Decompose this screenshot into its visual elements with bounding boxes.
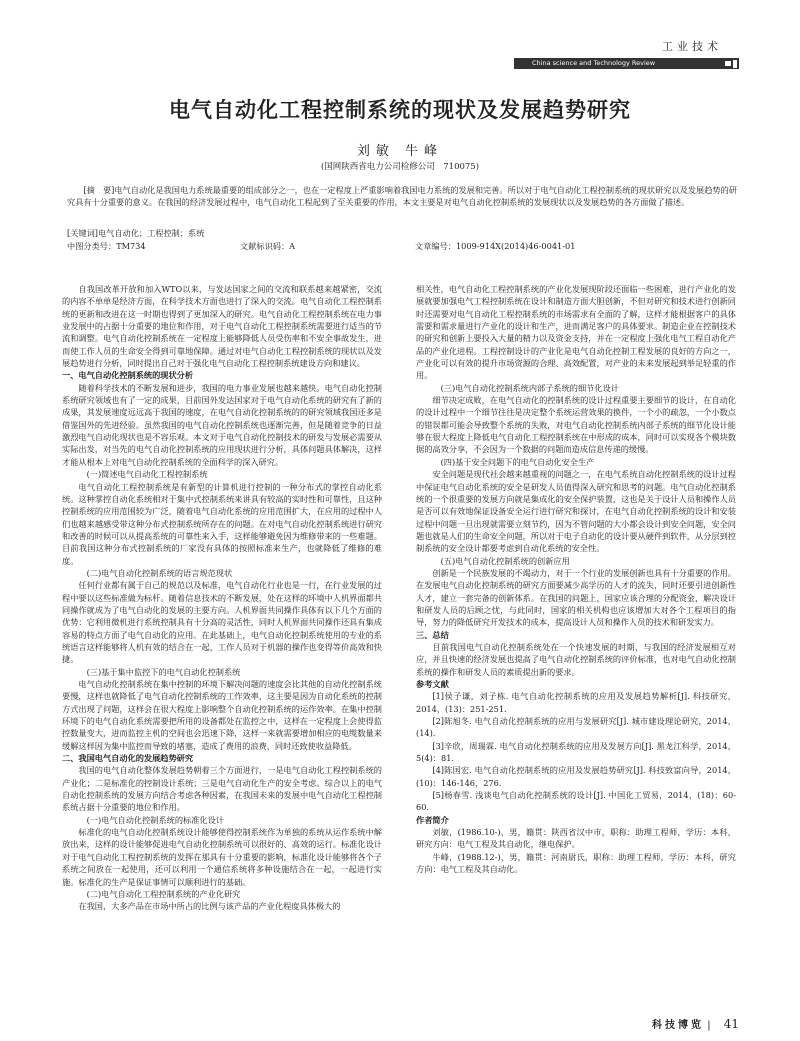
body-paragraph: 我国的电气自动化整体发展趋势朝着三个方面进行，一是电气自动化工程控制系统的产业化；二是标准化的控制设计系统；三是电气自动化生产的安全考虑。综合以上的电气自动化控制系统的发展方向结合考虑各种因素，在我国未来的发展中电气自动化工程控制系统占据十分重要的地位和作用。 xyxy=(62,765,382,813)
body-paragraph: 创新是一个民族发展的不竭动力，对于一个行业的发展创新也具有十分重要的作用。在发展电气自动化控制系统的研究方面要减少高学历的人才的流失，同时还要引进创新性人才，建立一套完备的创新体系。在我国的问题上，国家应该合理的分配资金，解决设计和研发人员的后顾之忧，与此同时，国家的相关机构也应该增加大对各个工程项目的指导，努力的降低研究开发技术的成本，提高设计人员和操作人员的技术和研发实力。 xyxy=(416,567,736,628)
classification-number: 中图分类号：TM734 xyxy=(67,241,146,251)
subsection-heading: (一)电气自动化控制系统的标准化设计 xyxy=(86,814,224,825)
body-paragraph: 相关性，电气自动化工程控制系统的产业化发展现阶段还面临一些困难，进行产业化的发展就要加强电气工程控制系统在设计和制造方面大胆创新，不但对研究和技术进行创新同时还需要对电气自动化工程控制系统的市场需求有全面的了解，这样才能根据客户的具体需要和需求量进行产业化的设计和生产，进而满足客户的具体要求。制造企业在控制技术的研究和创新上要投入大量的精力以及资金支持，并在一定程度上强化电气工程自动化产品的产业化进程。工程控制设计的产业化是电气自动化控制工程发展的良好的方向之一，产业化可以有效的提升市场资源的合理、高效配置，对产业的未来发展起到举足轻重的作用。 xyxy=(416,284,736,381)
author-affiliation: (国网陕西省电力公司检修公司 710075) xyxy=(320,162,480,172)
body-paragraph: 自我国改革开放和加入WTO以来，与发达国家之间的交流和联系越来越紧密，交流的内容不单单是经济方面，在科学技术方面也进行了深入的交流。电气自动化工程控制系统的更新和改进在这一时期也得到了更加深入的研究。电气自动化工程控制系统在电力事业发展中的占据十分重要的地位和作用，对于电气自动化工程控制系统需要进行适当的节流和调整。电气自动化控制系统在一定程度上能够降低人员受伤率和不安全事故发生，进而使工作人员的生命安全得到可靠地保障。通过对电气自动化工程控制系统的现状以及发展趋势进行分析，同时提出自己对于强化电气自动化工程控制系统建设方向和建议。 xyxy=(62,284,382,369)
body-paragraph: 目前我国电气自动化控制系统处在一个快速发展的时期，与我国的经济发展相互对应，并且快速的经济发展也提高了电气自动化控制系统的评价标准，也对电气自动化控制系统的操作和研发人员的素质提出新的要求。 xyxy=(416,641,736,677)
section-heading: 三、总结 xyxy=(416,629,449,640)
reference-item: [2]陈旭冬. 电气自动化控制系统的应用与发展研究[J]. 城市建设理论研究，2014，(14). xyxy=(416,716,736,739)
reference-item: [3]辛欣，周瑞霖. 电气自动化控制系统的应用及发展方向[J]. 黑龙江科学，2014，5(4)：81. xyxy=(416,740,736,764)
page-footer: 科技博览 | 41 xyxy=(652,1017,740,1031)
left-column xyxy=(62,283,382,913)
paper-title: 电气自动化工程控制系统的现状及发展趋势研究 xyxy=(169,97,631,122)
journal-name-en: China science and Technology Review xyxy=(532,59,656,67)
keywords: [关键词]电气自动化；工程控制；系统 xyxy=(67,228,205,238)
section-heading: 二、我国电气自动化的发展趋势研究 xyxy=(62,753,194,764)
author-bio: 刘敏，(1986.10-)，男，籍贯：陕西省汉中市，职称：助理工程师，学历：本科，研究方向：电气工程及其自动化，继电保护。 xyxy=(416,827,736,850)
section-heading: 作者简介 xyxy=(416,814,449,825)
body-paragraph: 电气自动化控制系统在集中控制的环境下解决问题的速度会比其他的自动化控制系统要慢，这样也就降低了电气自动化控制系统的工作效率，这主要是因为自动化系统的控制方式出现了问题，这样会在很大程度上影响整个自动化控制系统的运作效率。在集中控制环境下的电气自动化系统需要把所用的设备都处在监控之中，这样在一定程度上会使得监控数量变大，进而监控主机的空间也会迅速下降，这样一来就需要增加相应的电缆数量来缓解这样因为集中监控而导致的堵塞，造成了费用的浪费，同时还致使收益降低。 xyxy=(62,679,382,751)
reference-item: [5]杨春雪. 浅谈电气自动化控制系统的设计[J]. 中国化工贸易，2014，(18)：60-60. xyxy=(416,790,736,813)
body-paragraph: 电气自动化工程控制系统是有新型的计算机进行控制的一种分布式的掌控自动化系统。这种掌控自动化系统相对于集中式控制系统来讲具有较高的实时性和可靠性，且这种控制系统的应用范围较为广泛，随着电气自动化系统的应用范围扩大，在应用的过程中人们也越来越感受带这种分布式控制系统所存在的问题。在对电气自动化控制系统进行研究和改善的时候可以从提高系统的可靠性来入手，这样能够避免因为维修带来的一些难题。目前我国这种分布式控制系统的厂家没有具体的按照标准来生产，也就降低了维修的难度。 xyxy=(62,481,382,566)
author-bio: 牛峰，(1988.12-)，男，籍贯：河南尉氏，职称：助理工程师，学历：本科，研究方向：电气工程及其自动化。 xyxy=(416,851,736,875)
subsection-heading: (五)电气自动化控制系统的创新应用 xyxy=(440,555,570,566)
document-code: 文献标识码：A xyxy=(240,241,296,251)
subsection-heading: (三)基于集中监控下的电气自动化控制系统 xyxy=(86,666,241,677)
body-paragraph: 细节决定成败，在电气自动化的控制系统的设计过程重要主要细节的设计，在自动化的设计过程中一个细节往往是决定整个系统运营效果的换件，一个小的疏忽，一个小数点的错误都可能会导致整个系统的失败，对电气自动化控制系统内部子系统的细节化设计能够在很大程度上降低电气自动化工程控制系统在中形成的成本，同时可以实现各个模块数据的高效分享，不会因为一个数据的问题而造成信息传递的缓慢。 xyxy=(416,395,736,455)
body-paragraph: 任何行业都有属于自己的规范以及标准，电气自动化行业也是一行，在行业发展的过程中要以这些标准做为标杆。随着信息技术的不断发展，处在这样的环境中人机界面都共同操作就成为了电气自动化的发展的主要方向。人机界面共同操作具体有以下几个方面的优势：它利用微机进行系统控制具有十分高的灵活性，同时人机界面共同操作还具有集成容易的特点方面了电气自动化的应用。在此基础上，电气自动化控制系统使用的专业的系统语言这样能够将人机有效的结合在一起，工作人员对于机器的操作也变得等价高效和快捷。 xyxy=(62,580,382,665)
subsection-heading: (四)基于安全问题下的电气自动化安全生产 xyxy=(440,456,595,467)
page-number: 41 xyxy=(723,1017,740,1031)
reference-item: [1]侯子谦，刘子栋. 电气自动化控制系统的应用及发展趋势解析[J]. 科技研究，2014，(13)：251-251. xyxy=(416,691,736,714)
abstract: [摘 要]电气自动化是我国电力系统最重要的组成部分之一，也在一定程度上严重影响着我国电力系统的发展和完善。所以对于电气自动化工程控制系统的现状研究以及发展趋势的研究具有十分重要的意义。在我国的经济发展过程中，电气自动化工程起到了至关重要的作用，本文主要是对电气自动化控制系统的发展现状以及发展趋势的各方面做了描述。 xyxy=(67,185,737,208)
subsection-heading: (二)电气自动化工程控制系统的产业化研究 xyxy=(86,888,241,899)
body-paragraph: 安全问题是现代社会越来越重视的问题之一，在电气系统自动化控制系统的设计过程中保证电气自动化系统的安全是研发人员值得深入研究和思考的问题。电气自动化控制系统的一个很重要的发展方向就是集成化的安全保护装置，这也是关于设计人员和操作人员是否可以有效地保证设备安全运行进行研究和探讨，在电气自动化控制系统的设计和安装过程中问题一旦出现就需要立刻节约，因为不管问题的大小都会设计到安全问题，安全问题也就是人们的生命安全问题，所以对于电子自动化的设计要从硬件到软件，从分层到控制系统的安全设计都要考虑到自动化系统的安全性。 xyxy=(416,469,736,554)
subsection-heading: (二)电气自动化控制系统的语言规范现状 xyxy=(86,567,233,578)
magazine-name: 科技博览 xyxy=(652,1020,704,1031)
section-heading: 参考文献 xyxy=(416,679,449,689)
header-category: 工业技术 xyxy=(662,40,722,53)
subsection-heading: (一)简述电气自动化工程控制系统 xyxy=(86,469,208,480)
right-column xyxy=(416,283,736,876)
article-number: 文章编号：1009-914X(2014)46-0041-01 xyxy=(415,241,576,251)
body-paragraph: 标准化的电气自动化控制系统设计能够使得控制系统作为单独的系统从运作系统中解放出来，这样的设计能够促进电气自动化控制系统可以很好的、高效的运行。标准化设计对于电气自动化工程控制系统的发挥在那具有十分重要的影响，标准化设计能够将各个子系统之间放在一起使用，还可以利用一个通信系统将多种设施结合在一起，一起进行实施。标准化的生产是保证事情可以顺利进行的基础。 xyxy=(62,827,382,887)
body-paragraph: 在我国，大多产品在市场中所占的比例与该产品的产业化程度具体极大的 xyxy=(78,901,341,912)
reference-item: [4]陈国宏. 电气自动化控制系统的应用及发展趋势研究[J]. 科技致富向导，2014，(10)：146-146，276. xyxy=(416,765,736,788)
body-paragraph: 随着科学技术的不断发展和进步，我国的电力事业发展也越来越快。电气自动化控制系统研究领域也有了一定的成果，目前国外发达国家对于电气自动化系统的研究有了新的成果，其发展速度远远高于我国的速度，在电气自动化控制系统的的研究领域我国还多是借鉴国外的先进经验。虽然我国的电气自动化控制系统也逐渐完善，但是随着竞争的日益激烈电气自动化现状也是不容乐观。本文对于电气自动化控制技术的研发与发展必需要从实际出发，对当先的电气自动化控制系统的应用现状进行分析，具体问题具体解决，这样才能从根本上对电气自动化控制系统的全面科学的深入研究。 xyxy=(62,382,382,467)
subsection-heading: (三)电气自动化控制系统内部子系统的细节化设计 xyxy=(440,382,619,393)
section-heading: 一、电气自动化控制系统的现状分析 xyxy=(62,370,194,381)
journal-logo-icon xyxy=(706,56,742,71)
author-names: 刘敏 牛峰 xyxy=(356,144,444,159)
